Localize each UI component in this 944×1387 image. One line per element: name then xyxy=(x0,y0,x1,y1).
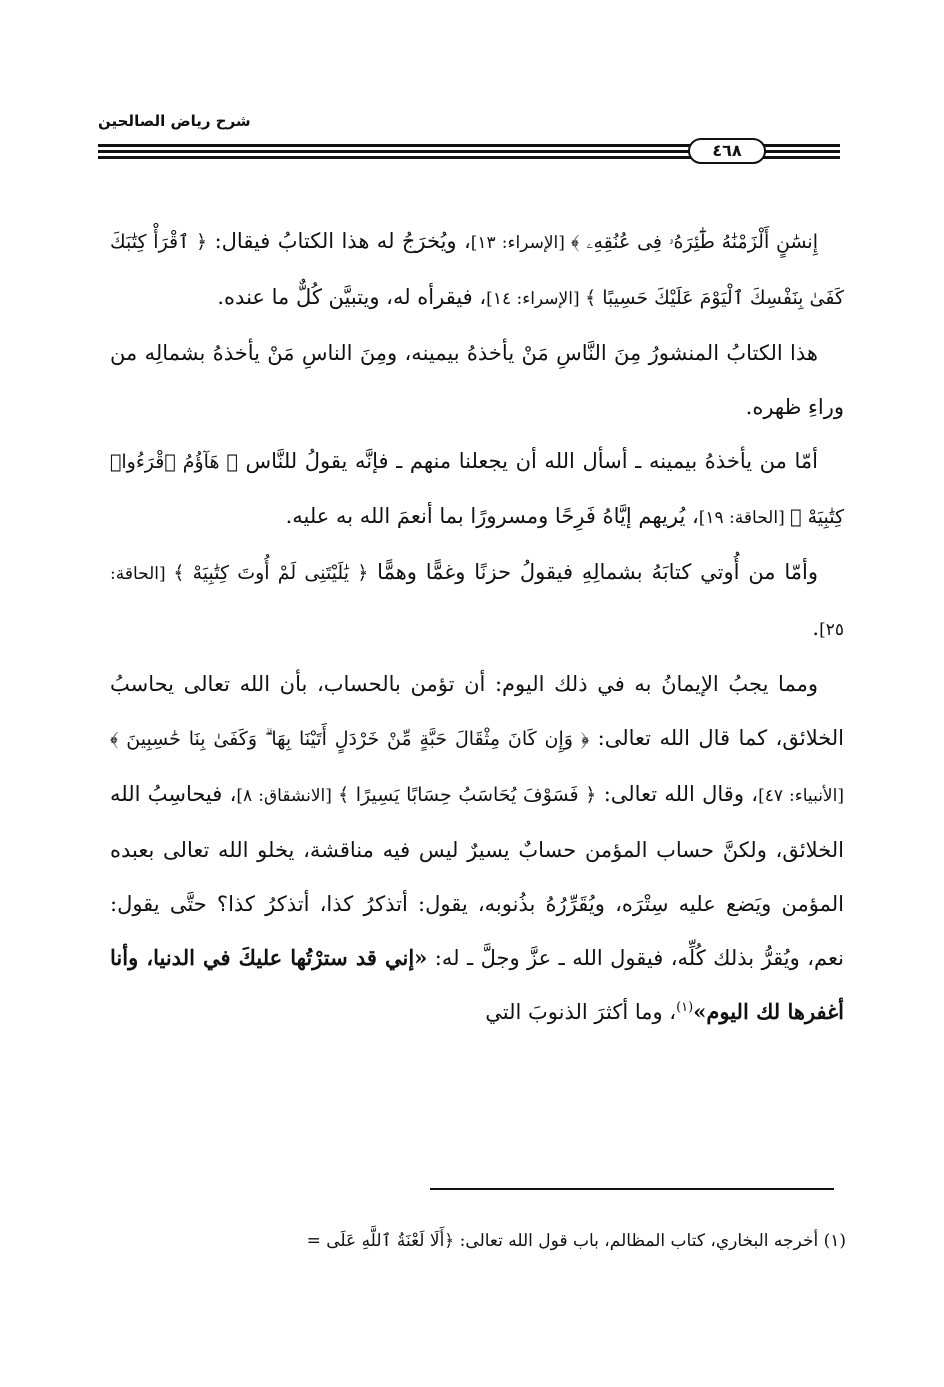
page-header xyxy=(98,112,840,172)
hadith-quote: «إني قد سترْتُها عليكَ في الدنيا، وأنا أغفرها لك اليوم» xyxy=(110,945,844,1024)
verse-reference: [الحاقة: ٢٥] xyxy=(110,564,844,640)
footnote-separator xyxy=(430,1188,834,1190)
text-span: أمّا من يأخذهُ بيمينه ـ أسأل الله أن يجعلنا منهم ـ فإنَّه يقولُ للنَّاس xyxy=(237,449,818,473)
text-span: . xyxy=(812,616,820,640)
quran-verse: ﴿ وَإِن كَانَ مِثْقَالَ حَبَّةٍ مِّنْ خَرْدَلٍ أَتَيْنَا بِهَا ۗ وَكَفَىٰ بِنَا حَٰسِبِينَ ﴾ xyxy=(110,728,590,750)
text-span: هذا الكتابُ المنشورُ مِنَ النَّاسِ مَنْ يأخذهُ بيمينه، ومِنَ الناسِ مَنْ يأخذهُ بشمالِه من وراءِ ظهره. xyxy=(110,341,844,419)
quran-verse: ﴿ فَسَوْفَ يُحَاسَبُ حِسَابًا يَسِيرًا ﴾ xyxy=(337,784,597,806)
text-span: وأمّا من أُوتي كتابَهُ بشمالِهِ فيقولُ حزنًا وغمًّا وهمًّا xyxy=(368,560,819,584)
text-span: ، وما أكثرَ الذنوبَ التي xyxy=(485,1000,677,1024)
quran-verse: إِنسَٰنٍ أَلْزَمْنَٰهُ طَٰٓئِرَهُۥ فِى عُنُقِهِۦ ﴾ xyxy=(571,231,818,253)
verse-reference: [الإسراء: ١٤] xyxy=(486,289,586,309)
quran-verse: ﴿ هَآؤُمُ ٱقْرَءُوا۟ كِتَٰبِيَهْ ﴾ xyxy=(110,451,844,528)
text-span: ، فيحاسِبُ الله الخلائق، ولكنَّ حساب المؤمن حسابٌ يسيرٌ ليس فيه مناقشة، يخلو الله تعالى بعبده المؤمن ويَضع عليه سِتْرَه، ويُقَرِّرُهُ بذُنوبه، يقول: أتذكرُ كذا، أتذكرُ كذا؟ حتَّى يقول: نعم، ويُقرُّ بذلك كُلِّه، فيقول الله ـ عزَّ وجلَّ ـ له: xyxy=(110,782,844,970)
text-span: ، فيقرأه له، ويتبيَّن كُلٌّ ما عنده. xyxy=(217,285,487,309)
text-span: ، يُريهم إيَّاهُ فَرِحًا ومسرورًا بما أنعمَ الله به عليه. xyxy=(285,504,699,528)
paragraph xyxy=(110,434,844,545)
paragraph xyxy=(110,214,844,326)
body-text xyxy=(110,214,844,1039)
paragraph xyxy=(110,326,844,434)
text-span: ، وقال الله تعالى: xyxy=(596,782,759,806)
text-span: ومما يجبُ الإيمانُ به في ذلك اليوم: أن تؤمن بالحساب، بأن الله تعالى يحاسبُ الخلائق، كما قال الله تعالى: xyxy=(110,672,845,750)
footnote: (١) أخرجه البخاري، كتاب المظالم، باب قول الله تعالى: ﴿أَلَا لَعْنَةُ ٱللَّهِ عَلَى = xyxy=(306,1231,846,1251)
verse-reference: [الانشقاق: ٨] xyxy=(236,786,338,806)
page-number: ٤٦٨ xyxy=(688,138,766,164)
text-span: ، ويُخرَجُ له هذا الكتابُ فيقال: xyxy=(207,229,471,253)
verse-reference: [الحاقة: ١٩] xyxy=(698,508,791,528)
footnote-marker: (١) xyxy=(676,1000,694,1015)
paragraph xyxy=(110,545,844,657)
verse-reference: [الإسراء: ١٣] xyxy=(470,233,572,253)
quran-verse: ﴿ يَٰلَيْتَنِى لَمْ أُوتَ كِتَٰبِيَهْ ﴾ xyxy=(173,562,369,584)
verse-reference: [الأنبياء: ٤٧] xyxy=(758,786,844,806)
book-title: شرح رياض الصالحين xyxy=(98,112,251,130)
paragraph xyxy=(110,657,844,1039)
quran-verse: ﴿ ٱقْرَأْ كِتَٰبَكَ كَفَىٰ بِنَفْسِكَ ٱلْيَوْمَ عَلَيْكَ حَسِيبًا ﴾ xyxy=(110,231,844,309)
